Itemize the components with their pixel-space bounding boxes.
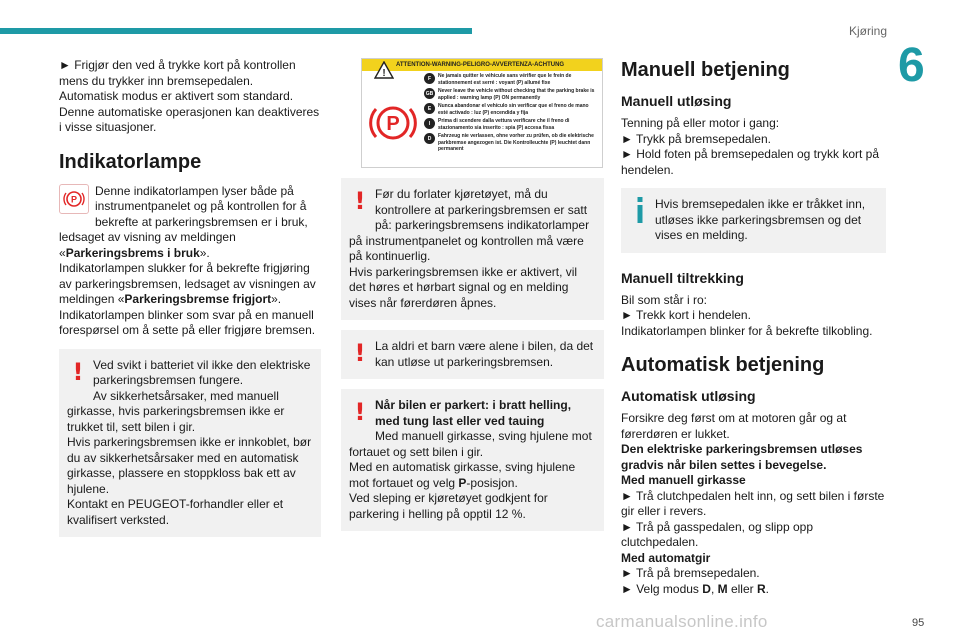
heading-manuell-tiltrekking: Manuell tiltrekking <box>621 269 744 286</box>
parking-brake-indicator-icon <box>59 184 89 214</box>
svg-text:!: ! <box>382 68 386 79</box>
label-row: E Nunca abandonar el vehículo sin verificar que el freno de mano esté activado : luz (P) encendida y fija <box>424 103 598 116</box>
info-icon <box>629 197 651 229</box>
label-row: F Ne jamais quitter le véhicule sans vérifier que le frein de stationnement est serré : voyant (P) allumé fixe <box>424 73 598 86</box>
svg-text:P: P <box>70 194 78 204</box>
warning-exclamation-icon: ! <box>354 339 366 367</box>
warning-exclamation-icon: ! <box>354 187 366 215</box>
page-number: 95 <box>912 617 925 629</box>
watermark: carmanualsonline.info <box>596 612 768 631</box>
leave-vehicle-warning-box: ! Før du forlater kjøretøyet, må du kontrollere at parkeringsbremsen er satt på: parkeringsbremsens indikatorlamper på instrumentpanelet og kontrollen må være på kontinuerlig. Hvis parkeringsbremsen ikke er aktivert, vil det høres et hørbart signal og en melding vises når førerdøren åpnes. <box>341 178 604 320</box>
intro-line: ► Frigjør den ved å trykke kort på kontrollen mens du trykker inn bremsepedalen. <box>59 58 296 88</box>
heading-automatisk-utlosing: Automatisk utløsing <box>621 388 756 404</box>
parking-brake-warning-label <box>361 58 603 168</box>
label-row: D Fahrzeug nie verlassen, ohne vorher zu prüfen, ob die elektrische parkbremse angezogen ist. Die Kontrolleuchte (P) leuchtet dann permanent <box>424 133 598 153</box>
heading-indikatorlampe: Indikatorlampe <box>59 150 202 173</box>
intro-line: Denne automatiske operasjonen kan deaktiveres i visse situasjoner. <box>59 104 320 134</box>
svg-text:P: P <box>386 113 400 135</box>
warning-triangle-icon <box>374 61 394 79</box>
child-warning-box: ! La aldri et barn være alene i bilen, da det kan utløse ut parkeringsbremsen. <box>341 330 604 379</box>
column-3: Manuell betjening Manuell utløsing Tenning på eller motor i gang: ► Trykk på bremsepedalen. ► Hold foten på bremsepedalen og trykk kort på hendelen. Hvis bremsepedalen ikke er tråkket inn, utløses ikke parkeringsbremsen og det vises en melding. Manuell tiltrekking Bil som står i ro: ► Trekk kort i hendelen. Indikatorlampen blinker for å bekrefte tilkobling. Automatisk betjening Automatisk utløsing Forsikre deg først om at motoren går og at førerdøren er lukket. Den elektriske parkeringsbremsen utløses gradvis når bilen settes i bevegelse. Med manuell girkasse ► Trå clutchpedalen helt inn, og sett bilen i første gir eller i revers. ► Trå på gasspedalen, og slipp opp clutchpedalen. Med automatgir ► Trå på bremsepedalen. ► Velg modus D, M eller R. <box>621 59 885 596</box>
warning-exclamation-icon: ! <box>354 398 366 426</box>
section-title: Kjøring <box>848 24 887 38</box>
label-row: GB Never leave the vehicle without checking that the parking brake is applied : warning lamp (P) ON permanently <box>425 88 595 101</box>
indicator-description: P Denne indikatorlampen lyser både på instrumentpanelet og på kontrollen for å bekrefte at parkeringsbremsen er i bruk, ledsaget av visning av meldingen «Parkeringsbrems i bruk». Indikatorlampen slukker for å bekrefte frigjøring av parkeringsbremsen, ledsaget av visningen av meldingen «Parkeringsbremse frigjort». Indikatorlampen blinker som svar på en manuell forespørsel om å sette på eller frigjøre bremsen. <box>59 183 316 337</box>
parking-brake-symbol-icon <box>367 97 419 149</box>
column-2 <box>341 58 604 541</box>
heading-manuell-utlosing: Manuell utløsing <box>621 93 732 109</box>
info-box: Hvis bremsepedalen ikke er tråkket inn, utløses ikke parkeringsbremsen og det vises en melding. <box>621 188 886 253</box>
battery-warning-box: ! Ved svikt i batteriet vil ikke den elektriske parkeringsbremsen fungere. Av sikkerhetsårsaker, med manuell girkasse, hvis parkeringsbremsen ikke er trukket til, sett bilen i gir. Hvis parkeringsbremsen ikke er innkoblet, bør du av sikkerhetsårsaker med en automatisk girkasse, plassere en stoppkloss bak ett av hjulene. Kontakt en PEUGEOT-forhandler eller et kvalifisert verksted. <box>59 349 321 538</box>
label-row: I Prima di scendere dalla vettura verificare che il freno di stazionamento sia inserito : spia (P) accesa fissa <box>424 118 598 131</box>
heading-automatisk-betjening: Automatisk betjening <box>621 354 825 376</box>
warning-exclamation-icon: ! <box>72 357 84 386</box>
intro-line: Automatisk modus er aktivert som standard. <box>59 89 294 103</box>
label-header: ATTENTION-WARNING-PELIGRO-AVVERTENZA-ACHTUNG <box>362 59 602 71</box>
chapter-number: 6 <box>898 39 925 92</box>
header-accent-bar <box>0 28 472 34</box>
parking-slope-warning-box: ! Når bilen er parkert: i bratt helling, med tung last eller ved tauing Med manuell girkasse, sving hjulene mot fortauet og sett bilen i gir. Med en automatisk girkasse, sving hjulene mot fortauet og velg P-posisjon. Ved sleping er kjøretøyet godkjent for parkering i helling på opptil 12 %. <box>341 389 604 531</box>
heading-manuell-betjening: Manuell betjening <box>621 59 790 81</box>
column-1 <box>59 58 321 547</box>
